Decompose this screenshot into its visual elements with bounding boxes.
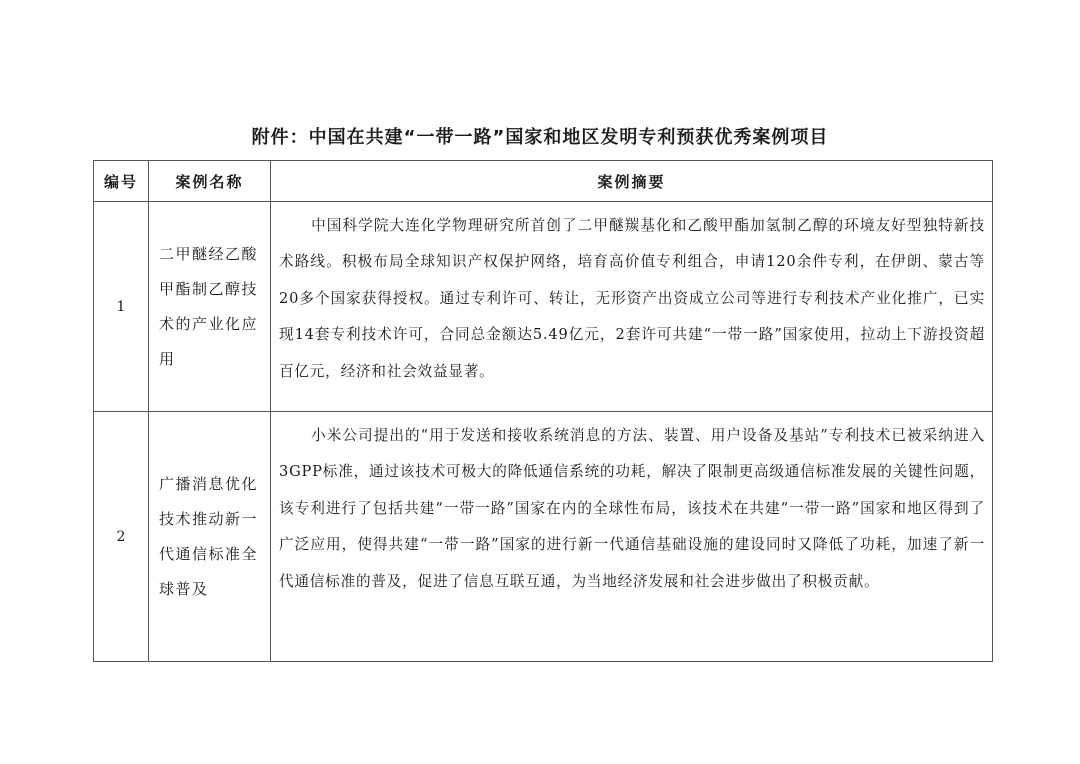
table-row [94,412,993,662]
page-title: 附件：中国在共建“一带一路”国家和地区发明专利预获优秀案例项目 [251,127,829,148]
case-number: 2 [94,412,149,662]
case-summary: 中国科学院大连化学物理研究所首创了二甲醚羰基化和乙酸甲酯加氢制乙醇的环境友好型独特新技术路线。积极布局全球知识产权保护网络，培育高价值专利组合，申请120余件专利，在伊朗、蒙古等20多个国家获得授权。通过专利许可、转让，无形资产出资成立公司等进行专利技术产业化推广，已实现14套专利技术许可，合同总金额达5.49亿元，2套许可共建“一带一路”国家使用，拉动上下游投资超百亿元，经济和社会效益显著。 [271,202,993,412]
case-table [93,160,993,662]
header-number: 编号 [94,161,149,202]
case-name: 广播消息优化技术推动新一代通信标准全球普及 [149,412,271,662]
case-summary: 小米公司提出的“用于发送和接收系统消息的方法、装置、用户设备及基站”专利技术已被采纳进入3GPP标准，通过该技术可极大的降低通信系统的功耗，解决了限制更高级通信标准发展的关键性问题，该专利进行了包括共建“一带一路”国家在内的全球性布局，该技术在共建“一带一路”国家和地区得到了广泛应用，使得共建“一带一路”国家的进行新一代通信基础设施的建设同时又降低了功耗，加速了新一代通信标准的普及，促进了信息互联互通，为当地经济发展和社会进步做出了积极贡献。 [271,412,993,662]
table-header-row [94,161,993,202]
case-name: 二甲醚经乙酸甲酯制乙醇技术的产业化应用 [149,202,271,412]
header-case-summary: 案例摘要 [271,161,993,202]
table-row [94,202,993,412]
header-case-name: 案例名称 [149,161,271,202]
case-number: 1 [94,202,149,412]
